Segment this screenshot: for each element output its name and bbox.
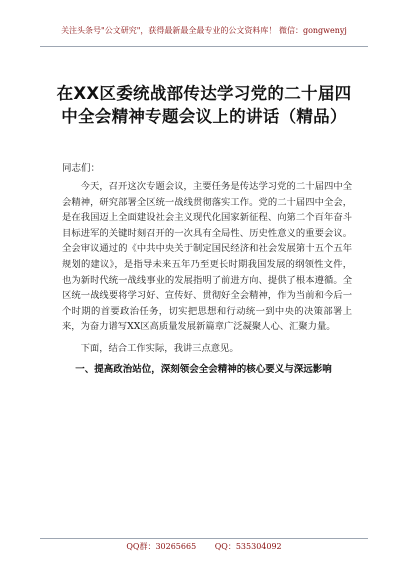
- footer-qq: QQ：535304092: [214, 542, 282, 551]
- paragraph-intro: 今天，召开这次专题会议，主要任务是传达学习党的二十届四中全会精神，研究部署全区统一战线贯彻落实工作。党的二十届四中全会，是在我国迈上全面建设社会主义现代化国家新征程、向第二个百年奋斗目标进军的关键时刻召开的一次具有全局性、历史性意义的重要会议。全会审议通过的《中共中央关于制定国民经济和社会发展第十五个五年规划的建议》，是指导未来五年乃至更长时期我国发展的纲领性文件，也为新时代统一战线事业的发展指明了前进方向、提供了根本遵循。全区统一战线要将学习好、宣传好、贯彻好全会精神，作为当前和今后一个时期的首要政治任务，切实把思想和行动统一到中央的决策部署上来，为奋力谱写XX区高质量发展新篇章广泛凝聚人心、汇聚力量。: [62, 181, 352, 333]
- title-line-2: 中全会精神专题会议上的讲话（精品）: [61, 107, 347, 126]
- header-divider: [40, 46, 368, 47]
- document-body: [62, 179, 352, 379]
- document-title: [40, 82, 368, 128]
- title-line-1: 在XX区委统战部传达学习党的二十届四: [56, 84, 352, 103]
- footer-qq-group: QQ群：30265665: [126, 542, 197, 551]
- salutation: 同志们：: [62, 163, 101, 174]
- paragraph-transition: 下面，结合工作实际，我讲三点意见。: [80, 342, 239, 354]
- header-promo-note: 关注头条号"公文研究"，获得最新最全最专业的公文资料库！ 微信：gongwenyj: [61, 26, 347, 35]
- section-heading-1: 一、提高政治站位，深刻领会全会精神的核心要义与深远影响: [75, 363, 332, 375]
- footer-contact: [40, 541, 368, 552]
- footer-divider: [40, 538, 368, 539]
